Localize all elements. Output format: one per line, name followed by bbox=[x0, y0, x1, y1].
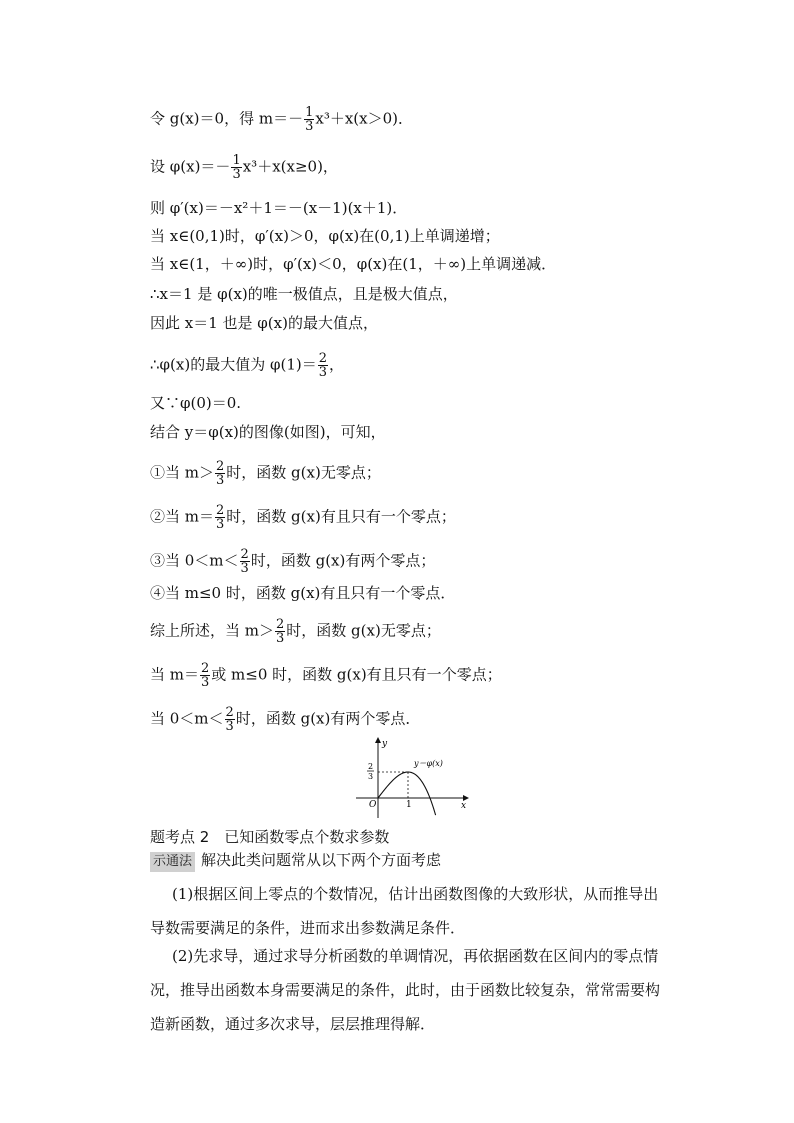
method-text: 解决此类问题常从以下两个方面考虑 bbox=[201, 851, 442, 869]
numerator: 1 bbox=[232, 153, 241, 168]
function-graph bbox=[352, 734, 476, 820]
numerator: 2 bbox=[240, 547, 249, 562]
fraction bbox=[231, 154, 241, 181]
line-11 bbox=[150, 460, 381, 487]
text: ③当 0＜m＜ bbox=[150, 551, 239, 570]
line-14: ④当 m≤0 时，函数 g(x)有且只有一个零点． bbox=[150, 584, 456, 602]
text: 时，函数 g(x)有两个零点； bbox=[250, 551, 436, 570]
text: 综上所述，当 m＞ bbox=[150, 621, 274, 640]
line-10: 结合 y＝φ(x)的图像(如图)，可知， bbox=[150, 423, 386, 441]
fraction bbox=[304, 106, 314, 133]
denominator: 3 bbox=[305, 119, 314, 134]
paragraph-1: (1)根据区间上零点的个数情况，估计出函数图像的大致形状，从而推导出导数需要满足的条件，进而求出参数满足条件． bbox=[150, 885, 659, 937]
text: 时，函数 g(x)无零点； bbox=[226, 463, 381, 482]
fraction bbox=[275, 618, 285, 645]
fraction bbox=[215, 460, 225, 487]
fraction bbox=[200, 662, 210, 689]
text: ②当 m＝ bbox=[150, 507, 214, 526]
line-6: ∴x＝1 是 φ(x)的唯一极值点，且是极大值点， bbox=[150, 285, 458, 303]
denominator: 3 bbox=[240, 561, 249, 576]
numerator: 2 bbox=[225, 705, 234, 720]
origin-label: O bbox=[369, 800, 377, 810]
method-tag: 示通法 bbox=[150, 852, 195, 872]
numerator: 2 bbox=[216, 459, 225, 474]
text: 或 m≤0 时，函数 g(x)有且只有一个零点； bbox=[211, 665, 502, 684]
text: 当 0＜m＜ bbox=[150, 709, 224, 728]
y-tick-numerator: 2 bbox=[368, 762, 374, 771]
text: x³＋x(x＞0)． bbox=[315, 109, 413, 128]
y-axis-label: y bbox=[382, 739, 388, 749]
denominator: 3 bbox=[225, 719, 234, 734]
text: 当 m＝ bbox=[150, 665, 199, 684]
line-12 bbox=[150, 504, 456, 531]
text: 设 φ(x)＝－ bbox=[150, 157, 231, 176]
denominator: 3 bbox=[201, 675, 210, 690]
fraction bbox=[318, 352, 328, 379]
numerator: 1 bbox=[305, 105, 314, 120]
text: 时，函数 g(x)有且只有一个零点； bbox=[226, 507, 456, 526]
method-line bbox=[150, 850, 441, 872]
denominator: 3 bbox=[216, 517, 225, 532]
x-tick-label: 1 bbox=[406, 800, 412, 810]
line-13 bbox=[150, 548, 435, 575]
denominator: 3 bbox=[232, 167, 241, 182]
text: ∴φ(x)的最大值为 φ(1)＝ bbox=[150, 355, 317, 374]
fraction bbox=[240, 548, 250, 575]
text: ， bbox=[329, 355, 345, 374]
denominator: 3 bbox=[216, 473, 225, 488]
x-axis-label: x bbox=[461, 801, 467, 811]
denominator: 3 bbox=[276, 631, 285, 646]
line-17 bbox=[150, 706, 420, 733]
curve-label: y＝φ(x) bbox=[414, 759, 443, 768]
numerator: 2 bbox=[216, 503, 225, 518]
line-1 bbox=[150, 106, 413, 133]
fraction bbox=[215, 504, 225, 531]
line-16 bbox=[150, 662, 502, 689]
paragraph-2: (2)先求导，通过求导分析函数的单调情况，再依据函数在区间内的零点情况，推导出函数本身需要满足的条件，此时，由于函数比较复杂，常常需要构造新函数，通过多次求导，层层推理得解． bbox=[150, 947, 661, 1033]
text: x³＋x(x≥0)， bbox=[242, 157, 338, 176]
text: 时，函数 g(x)有两个零点． bbox=[235, 709, 421, 728]
numerator: 2 bbox=[276, 617, 285, 632]
denominator: 3 bbox=[318, 365, 328, 380]
section-heading: 题考点 2 已知函数零点个数求参数 bbox=[150, 828, 390, 846]
line-3: 则 φ′(x)＝－x²＋1＝－(x－1)(x＋1)． bbox=[150, 199, 408, 217]
text: 令 g(x)＝0，得 m＝－ bbox=[150, 109, 304, 128]
line-15 bbox=[150, 618, 441, 645]
text: ①当 m＞ bbox=[150, 463, 214, 482]
line-2 bbox=[150, 154, 338, 181]
text: 时，函数 g(x)无零点； bbox=[286, 621, 441, 640]
numerator: 2 bbox=[201, 661, 210, 676]
line-4: 当 x∈(0,1)时，φ′(x)＞0，φ(x)在(0,1)上单调递增； bbox=[150, 227, 500, 245]
numerator: 2 bbox=[318, 351, 328, 366]
line-7: 因此 x＝1 也是 φ(x)的最大值点， bbox=[150, 314, 378, 332]
line-9: 又∵φ(0)＝0. bbox=[150, 394, 242, 412]
line-5: 当 x∈(1，＋∞)时，φ′(x)＜0，φ(x)在(1，＋∞)上单调递减． bbox=[150, 255, 557, 273]
line-8 bbox=[150, 352, 344, 379]
y-tick-denominator: 3 bbox=[368, 772, 374, 781]
fraction bbox=[225, 706, 235, 733]
